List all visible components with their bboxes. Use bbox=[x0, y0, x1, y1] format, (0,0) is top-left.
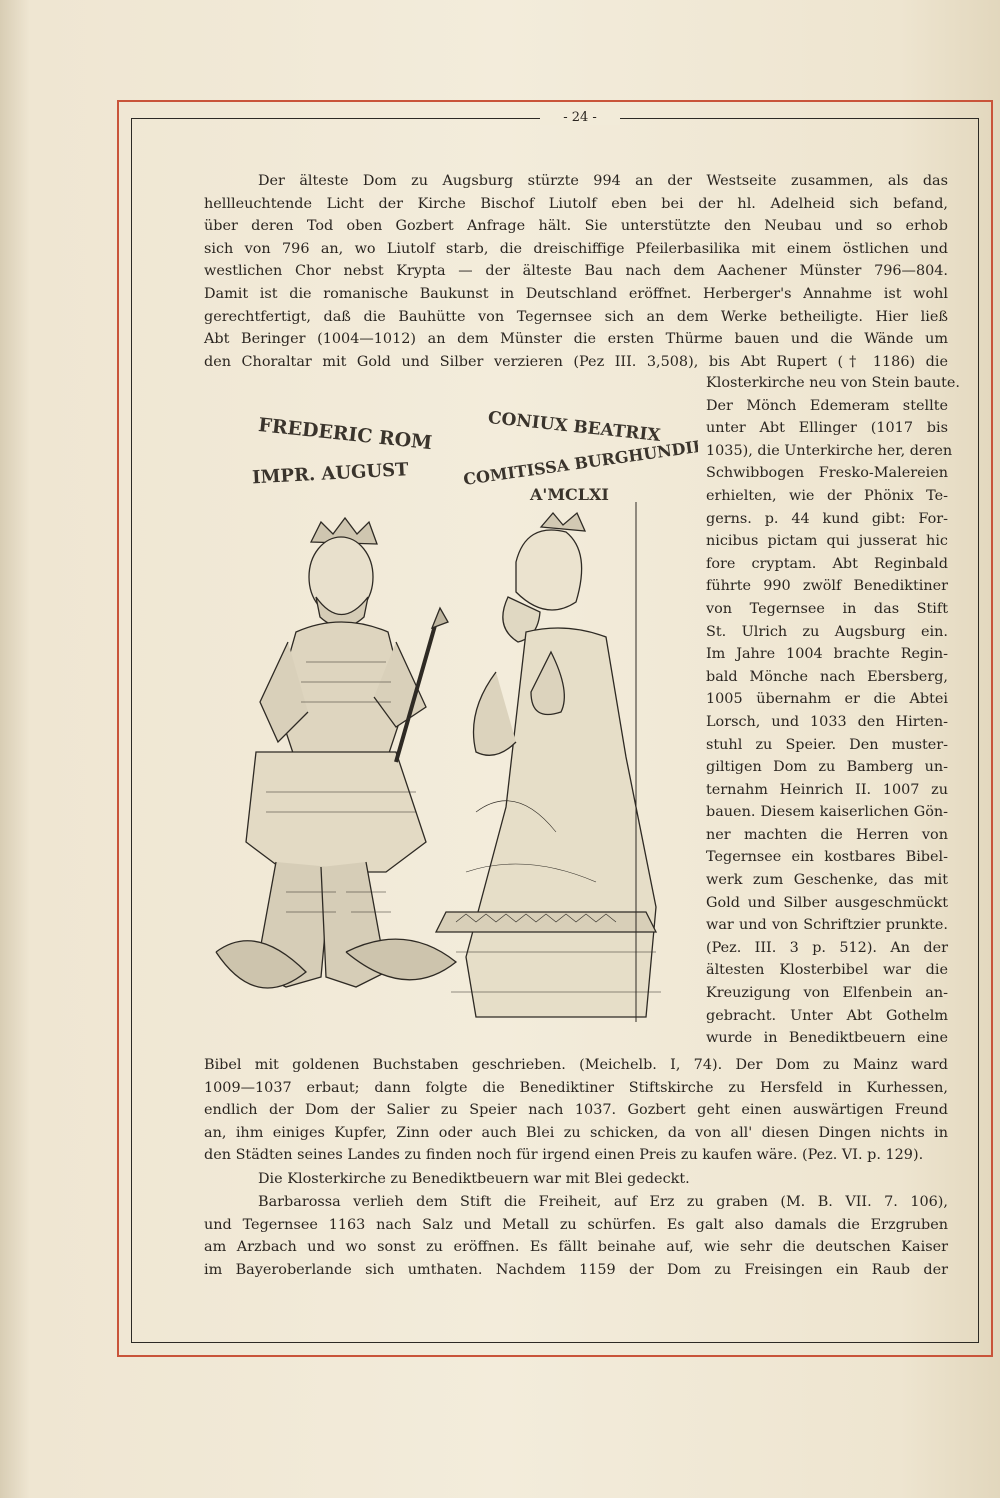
text-line: den Choraltar mit Gold und Silber verzieren (Pez III. 3,508), bis Abt Rupert († 1186) die bbox=[204, 353, 948, 370]
text-line: St. Ulrich zu Augsburg ein. bbox=[706, 623, 948, 640]
text-line: bald Mönche nach Ebersberg, bbox=[706, 668, 948, 685]
text-line: unter Abt Ellinger (1017 bis bbox=[706, 420, 948, 437]
text-line: 1035), die Unterkirche her, deren bbox=[706, 442, 953, 459]
text-line: sich von 796 an, wo Liutolf starb, die dreischiffige Pfeilerbasilika mit einem östlichen und bbox=[204, 240, 948, 257]
text-line: gebracht. Unter Abt Gothelm bbox=[706, 1007, 948, 1024]
text-line: westlichen Chor nebst Krypta — der älteste Bau nach dem Aachener Münster 796—804. bbox=[204, 263, 948, 280]
label-comitissa: COMITISSA BURGHUNDIE bbox=[462, 436, 698, 489]
text-line: 1009—1037 erbaut; dann folgte die Benediktiner Stiftskirche zu Hersfeld in Kurhessen, bbox=[204, 1079, 948, 1096]
text-line: Der älteste Dom zu Augsburg stürzte 994 an der Westseite zusammen, als das bbox=[258, 173, 948, 189]
text-line: Lorsch, und 1033 den Hirten- bbox=[706, 713, 948, 730]
text-line: ternahm Heinrich II. 1007 zu bbox=[706, 781, 948, 798]
text-line: und Tegernsee 1163 nach Salz und Metall zu schürfen. Es galt also damals die Erzgruben bbox=[204, 1216, 948, 1233]
engraving-figure bbox=[196, 392, 698, 1052]
text-line: stuhl zu Speier. Den muster- bbox=[706, 736, 948, 753]
paragraph-4 bbox=[204, 1191, 948, 1281]
label-year: A'MCLXI bbox=[530, 485, 609, 504]
text-line: am Arzbach und wo sonst zu eröffnen. Es fällt beinahe auf, wie sehr die deutschen Kaiser bbox=[204, 1239, 948, 1256]
text-line: endlich der Dom der Salier zu Speier nach 1037. Gozbert geht einen auswärtigen Freund bbox=[204, 1102, 948, 1119]
text-line: 1005 übernahm er die Abtei bbox=[706, 691, 948, 708]
empress-statue bbox=[436, 502, 661, 1022]
text-line: fore cryptam. Abt Reginbald bbox=[706, 555, 948, 572]
text-line: gerns. p. 44 kund gibt: For- bbox=[706, 510, 948, 527]
emperor-statue bbox=[216, 518, 456, 988]
side-column-text bbox=[706, 372, 961, 1050]
text-line: über deren Tod oben Gozbert Anfrage hält. Sie unterstützte den Neubau und so erhob bbox=[204, 218, 948, 235]
text-line: den Städten seines Landes zu finden noch für irgend einen Preis zu kaufen wäre. (Pez. VI. p. 129). bbox=[204, 1147, 924, 1164]
text-line: werk zum Geschenke, das mit bbox=[706, 872, 948, 889]
text-line: Abt Beringer (1004—1012) an dem Münster die ersten Thürme bauen und die Wände um bbox=[204, 331, 948, 348]
paragraph-3: Die Klosterkirche zu Benediktbeuern war mit Blei gedeckt. bbox=[258, 1171, 690, 1187]
label-frederic: FREDERIC ROM bbox=[257, 414, 434, 455]
text-line: ältesten Klosterbibel war die bbox=[706, 962, 948, 979]
label-impr-august: IMPR. AUGUST bbox=[251, 459, 410, 489]
text-line: wurde in Benediktbeuern eine bbox=[706, 1030, 948, 1047]
text-line: Im Jahre 1004 brachte Regin- bbox=[706, 646, 948, 663]
text-line: bauen. Diesem kaiserlichen Gön- bbox=[706, 804, 948, 821]
text-line: ner machten die Herren von bbox=[706, 826, 948, 843]
text-line: Schwibbogen Fresko-Malereien bbox=[706, 465, 948, 482]
statues-illustration bbox=[196, 392, 698, 1052]
text-line: führte 990 zwölf Benediktiner bbox=[706, 578, 948, 595]
label-coniux: CONIUX BEATRIX bbox=[487, 407, 662, 446]
text-line: hellleuchtende Licht der Kirche Bischof Liutolf eben bei der hl. Adelheid sich befand, bbox=[204, 195, 948, 212]
text-line: Damit ist die romanische Baukunst in Deutschland eröffnet. Herberger's Annahme ist wohl bbox=[204, 285, 948, 302]
text-line: erhielten, wie der Phönix Te- bbox=[706, 487, 948, 504]
text-line: im Bayeroberlande sich umthaten. Nachdem 1159 der Dom zu Freisingen ein Raub der bbox=[204, 1261, 948, 1278]
text-line: Kreuzigung von Elfenbein an- bbox=[706, 985, 948, 1002]
text-line: war und von Schriftzier prunkte. bbox=[706, 917, 948, 934]
text-line: (Pez. III. 3 p. 512). An der bbox=[706, 939, 948, 956]
text-line: Tegernsee ein kostbares Bibel- bbox=[706, 849, 948, 866]
text-line: Gold und Silber ausgeschmückt bbox=[706, 894, 948, 911]
text-line: nicibus pictam qui jusserat hic bbox=[706, 533, 948, 550]
text-line: an, ihm einiges Kupfer, Zinn oder auch Blei zu schicken, da von all' diesen Dingen nichts in bbox=[204, 1124, 948, 1141]
paragraph-1 bbox=[204, 170, 948, 373]
text-line: gerechtfertigt, daß die Bauhütte von Tegernsee sich an dem Werke betheiligte. Hier ließ bbox=[204, 308, 948, 325]
text-line: von Tegernsee in das Stift bbox=[706, 600, 948, 617]
text-line: Klosterkirche neu von Stein baute. bbox=[706, 375, 961, 391]
text-line: Der Mönch Edemeram stellte bbox=[706, 397, 948, 414]
page-number: - 24 - bbox=[540, 110, 620, 125]
paragraph-2 bbox=[204, 1054, 948, 1167]
text-line: giltigen Dom zu Bamberg un- bbox=[706, 759, 948, 776]
text-line: Barbarossa verlieh dem Stift die Freiheit, auf Erz zu graben (M. B. VII. 7. 106), bbox=[258, 1194, 948, 1210]
text-line: Bibel mit goldenen Buchstaben geschrieben. (Meichelb. I, 74). Der Dom zu Mainz ward bbox=[204, 1057, 948, 1073]
